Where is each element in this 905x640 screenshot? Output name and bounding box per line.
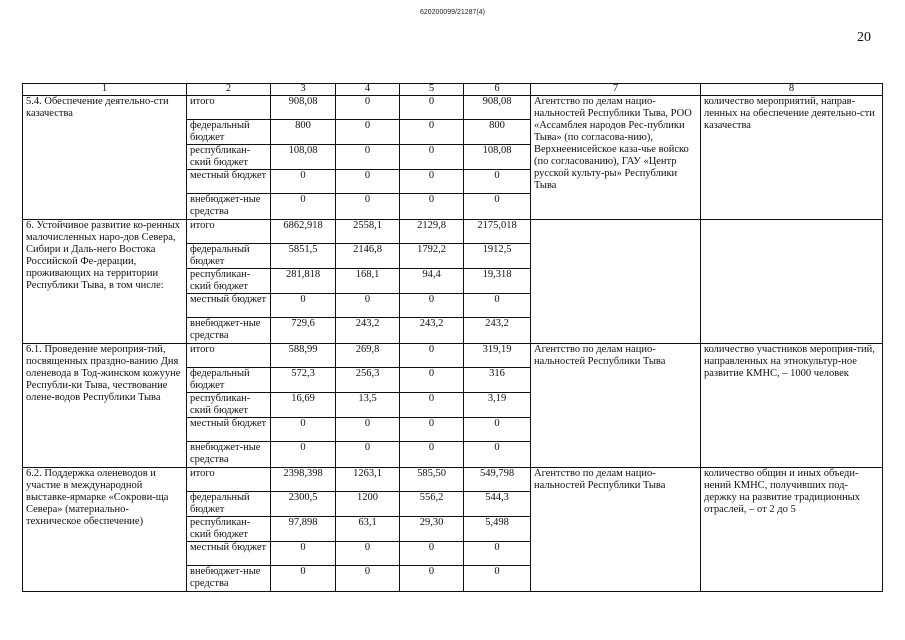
funding-source: итого	[187, 344, 271, 368]
amount-cell: 0	[400, 542, 464, 566]
amount-cell: 556,2	[400, 492, 464, 517]
amount-cell: 97,898	[271, 517, 336, 542]
amount-cell: 243,2	[400, 318, 464, 344]
amount-cell: 0	[271, 542, 336, 566]
amount-cell: 1263,1	[336, 468, 400, 492]
funding-source: республикан-ский бюджет	[187, 393, 271, 418]
amount-cell: 549,798	[464, 468, 531, 492]
amount-cell: 0	[464, 194, 531, 220]
column-header: 6	[464, 84, 531, 96]
amount-cell: 1792,2	[400, 244, 464, 269]
amount-cell: 572,3	[271, 368, 336, 393]
amount-cell: 0	[271, 194, 336, 220]
amount-cell: 2175,018	[464, 220, 531, 244]
amount-cell: 0	[400, 442, 464, 468]
measure-title: 5.4. Обеспечение деятельно-сти казачества	[23, 96, 187, 220]
amount-cell: 0	[271, 294, 336, 318]
funding-source: внебюджет-ные средства	[187, 566, 271, 592]
amount-cell: 588,99	[271, 344, 336, 368]
amount-cell: 0	[336, 294, 400, 318]
amount-cell: 108,08	[271, 145, 336, 170]
amount-cell: 108,08	[464, 145, 531, 170]
amount-cell: 29,30	[400, 517, 464, 542]
amount-cell: 0	[336, 194, 400, 220]
amount-cell: 16,69	[271, 393, 336, 418]
funding-source: итого	[187, 468, 271, 492]
indicator-cell: количество участников мероприя-тий, направленных на этнокультур-ное развитие КМНС, – 1000 человек	[701, 344, 883, 468]
funding-source: внебюджет-ные средства	[187, 318, 271, 344]
amount-cell: 2300,5	[271, 492, 336, 517]
table-row	[23, 344, 883, 368]
amount-cell: 2398,398	[271, 468, 336, 492]
amount-cell: 94,4	[400, 269, 464, 294]
measure-title: 6.2. Поддержка оленеводов и участие в международной выставке-ярмарке «Сокрови-ща Севера» (материально-техническое обеспечение)	[23, 468, 187, 592]
amount-cell: 13,5	[336, 393, 400, 418]
amount-cell: 5851,5	[271, 244, 336, 269]
amount-cell: 0	[464, 542, 531, 566]
column-header: 8	[701, 84, 883, 96]
funding-source: республикан-ский бюджет	[187, 517, 271, 542]
budget-table	[22, 83, 883, 592]
amount-cell: 243,2	[464, 318, 531, 344]
amount-cell: 3,19	[464, 393, 531, 418]
measure-title: 6. Устойчивое развитие ко-ренных малочисленных наро-дов Севера, Сибири и Даль-него Востока Российской Фе-дерации, проживающих на территории Республики Тыва, в том числе:	[23, 220, 187, 344]
amount-cell: 1912,5	[464, 244, 531, 269]
amount-cell: 0	[271, 566, 336, 592]
funding-source: внебюджет-ные средства	[187, 442, 271, 468]
amount-cell: 0	[336, 96, 400, 120]
amount-cell: 269,8	[336, 344, 400, 368]
funding-source: федеральный бюджет	[187, 244, 271, 269]
amount-cell: 0	[464, 418, 531, 442]
amount-cell: 0	[400, 294, 464, 318]
column-header: 2	[187, 84, 271, 96]
column-header: 1	[23, 84, 187, 96]
document-id: 620200099/21287(4)	[419, 9, 485, 16]
amount-cell: 2129,8	[400, 220, 464, 244]
amount-cell: 0	[400, 194, 464, 220]
executor-cell: Агентство по делам нацио-нальностей Республики Тыва, РОО «Ассамблея народов Рес-публики Тыва» (по согласова-нию), Верхнеенисейское каза-чье войско (по согласованию), ГАУ «Центр русской культу-ры» Республики Тыва	[531, 96, 701, 220]
amount-cell: 0	[400, 120, 464, 145]
indicator-cell	[701, 220, 883, 344]
funding-source: итого	[187, 96, 271, 120]
funding-source: местный бюджет	[187, 542, 271, 566]
amount-cell: 1200	[336, 492, 400, 517]
funding-source: республикан-ский бюджет	[187, 145, 271, 170]
amount-cell: 0	[336, 418, 400, 442]
amount-cell: 800	[271, 120, 336, 145]
amount-cell: 908,08	[271, 96, 336, 120]
measure-title: 6.1. Проведение мероприя-тий, посвященных праздно-ванию Дня оленевода в Тод-жинском кожууне Республи-ки Тыва, чествование олене-водов Республики Тыва	[23, 344, 187, 468]
amount-cell: 0	[400, 566, 464, 592]
amount-cell: 63,1	[336, 517, 400, 542]
amount-cell: 19,318	[464, 269, 531, 294]
page-number: 20	[857, 30, 871, 45]
amount-cell: 585,50	[400, 468, 464, 492]
column-number-row	[23, 84, 883, 96]
amount-cell: 0	[271, 418, 336, 442]
amount-cell: 800	[464, 120, 531, 145]
amount-cell: 281,818	[271, 269, 336, 294]
amount-cell: 6862,918	[271, 220, 336, 244]
executor-cell: Агентство по делам нацио-нальностей Республики Тыва	[531, 344, 701, 468]
amount-cell: 5,498	[464, 517, 531, 542]
amount-cell: 0	[464, 566, 531, 592]
amount-cell: 0	[336, 170, 400, 194]
amount-cell: 2146,8	[336, 244, 400, 269]
amount-cell: 256,3	[336, 368, 400, 393]
amount-cell: 0	[400, 145, 464, 170]
amount-cell: 0	[271, 442, 336, 468]
amount-cell: 0	[336, 120, 400, 145]
amount-cell: 0	[400, 96, 464, 120]
amount-cell: 243,2	[336, 318, 400, 344]
amount-cell: 0	[400, 368, 464, 393]
amount-cell: 0	[336, 145, 400, 170]
amount-cell: 544,3	[464, 492, 531, 517]
amount-cell: 0	[464, 170, 531, 194]
amount-cell: 319,19	[464, 344, 531, 368]
funding-source: итого	[187, 220, 271, 244]
executor-cell: Агентство по делам нацио-нальностей Республики Тыва	[531, 468, 701, 592]
amount-cell: 0	[464, 294, 531, 318]
funding-source: местный бюджет	[187, 170, 271, 194]
funding-source: федеральный бюджет	[187, 120, 271, 145]
amount-cell: 729,6	[271, 318, 336, 344]
funding-source: федеральный бюджет	[187, 492, 271, 517]
amount-cell: 0	[271, 170, 336, 194]
table-row	[23, 96, 883, 120]
funding-source: местный бюджет	[187, 418, 271, 442]
amount-cell: 0	[400, 344, 464, 368]
amount-cell: 0	[336, 542, 400, 566]
amount-cell: 0	[336, 566, 400, 592]
column-header: 3	[271, 84, 336, 96]
indicator-cell: количество мероприятий, направ-ленных на обеспечение деятельно-сти казачества	[701, 96, 883, 220]
table-row	[23, 220, 883, 244]
column-header: 7	[531, 84, 701, 96]
funding-source: республикан-ский бюджет	[187, 269, 271, 294]
amount-cell: 0	[400, 418, 464, 442]
amount-cell: 2558,1	[336, 220, 400, 244]
amount-cell: 168,1	[336, 269, 400, 294]
amount-cell: 0	[400, 170, 464, 194]
funding-source: федеральный бюджет	[187, 368, 271, 393]
indicator-cell: количество общин и иных объеди-нений КМНС, получивших под-держку на развитие традиционных отраслей, – от 2 до 5	[701, 468, 883, 592]
amount-cell: 0	[464, 442, 531, 468]
amount-cell: 316	[464, 368, 531, 393]
amount-cell: 0	[336, 442, 400, 468]
column-header: 5	[400, 84, 464, 96]
column-header: 4	[336, 84, 400, 96]
executor-cell	[531, 220, 701, 344]
funding-source: внебюджет-ные средства	[187, 194, 271, 220]
amount-cell: 908,08	[464, 96, 531, 120]
table-row	[23, 468, 883, 492]
amount-cell: 0	[400, 393, 464, 418]
funding-source: местный бюджет	[187, 294, 271, 318]
